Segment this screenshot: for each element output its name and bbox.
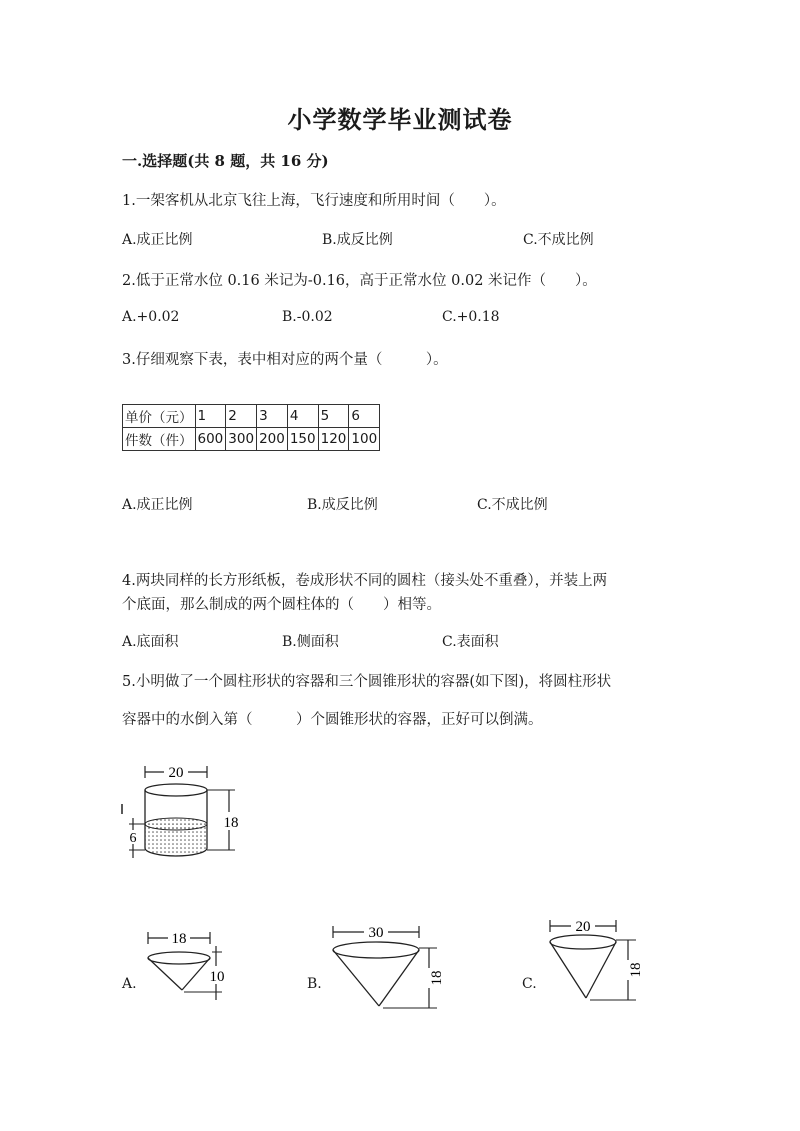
- price-quantity-table: [122, 404, 380, 451]
- cone-a-figure: [140, 928, 240, 1008]
- cone-c-label[interactable]: C.: [522, 976, 537, 992]
- question-4-option-b[interactable]: B.侧面积: [282, 634, 339, 650]
- table-cell: 150: [287, 428, 318, 451]
- table-cell: 件数（件）: [123, 428, 196, 451]
- cone-b-diameter-label: 30: [368, 925, 384, 941]
- cylinder-water-label: 6: [129, 831, 137, 846]
- question-4-option-c[interactable]: C.表面积: [442, 634, 499, 650]
- table-cell: 1: [195, 405, 226, 428]
- question-4-option-a[interactable]: A.底面积: [122, 634, 179, 650]
- page-title: 小学数学毕业测试卷: [287, 105, 513, 134]
- table-cell: 100: [349, 428, 380, 451]
- table-cell: 6: [349, 405, 380, 428]
- question-3-option-b[interactable]: B.成反比例: [307, 497, 378, 513]
- question-3-stem: 3.仔细观察下表，表中相对应的两个量（ ）。: [122, 352, 448, 368]
- table-cell: 3: [257, 405, 288, 428]
- question-5-stem-line2: 容器中的水倒入第（ ）个圆锥形状的容器，正好可以倒满。: [122, 712, 543, 728]
- section-heading: 一.选择题(共 8 题，共 16 分): [122, 152, 329, 170]
- question-2-stem: 2.低于正常水位 0.16 米记为-0.16，高于正常水位 0.02 米记作（ ）。: [122, 273, 597, 289]
- table-cell: 300: [226, 428, 257, 451]
- cylinder-height-label: 18: [223, 815, 239, 831]
- question-1-option-a[interactable]: A.成正比例: [122, 232, 193, 248]
- question-2-option-c[interactable]: C.+0.18: [442, 309, 500, 325]
- cone-c-height-label: 18: [628, 962, 644, 978]
- cylinder-figure: [115, 758, 255, 868]
- cone-b-height-label: 18: [429, 970, 445, 986]
- question-2-option-b[interactable]: B.-0.02: [282, 309, 333, 325]
- cone-c-figure: [540, 912, 650, 1012]
- question-5-stem-line1: 5.小明做了一个圆柱形状的容器和三个圆锥形状的容器(如下图)，将圆柱形状: [122, 674, 612, 690]
- cone-a-height-label: 10: [209, 969, 225, 985]
- table-cell: 120: [318, 428, 349, 451]
- table-cell: 600: [195, 428, 226, 451]
- question-2-option-a[interactable]: A.+0.02: [122, 309, 180, 325]
- question-3-option-c[interactable]: C.不成比例: [477, 497, 548, 513]
- table-cell: 5: [318, 405, 349, 428]
- table-row: [123, 405, 380, 428]
- table-cell: 200: [257, 428, 288, 451]
- table-cell: 2: [226, 405, 257, 428]
- question-3-option-a[interactable]: A.成正比例: [122, 497, 193, 513]
- cone-b-label[interactable]: B.: [307, 976, 322, 992]
- cone-c-diameter-label: 20: [575, 919, 591, 935]
- table-cell: 单价（元）: [123, 405, 196, 428]
- cone-a-label[interactable]: A.: [122, 976, 137, 992]
- question-1-option-b[interactable]: B.成反比例: [322, 232, 393, 248]
- question-1-stem: 1.一架客机从北京飞往上海，飞行速度和所用时间（ ）。: [122, 193, 506, 209]
- table-cell: 4: [287, 405, 318, 428]
- question-4-stem-line1: 4.两块同样的长方形纸板，卷成形状不同的圆柱（接头处不重叠），并装上两: [122, 573, 608, 589]
- question-4-stem-line2: 个底面，那么制成的两个圆柱体的（ ）相等。: [122, 597, 441, 613]
- cone-a-diameter-label: 18: [171, 931, 187, 947]
- cone-b-figure: [325, 918, 465, 1018]
- question-1-option-c[interactable]: C.不成比例: [523, 232, 594, 248]
- table-row: [123, 428, 380, 451]
- cylinder-diameter-label: 20: [168, 765, 184, 781]
